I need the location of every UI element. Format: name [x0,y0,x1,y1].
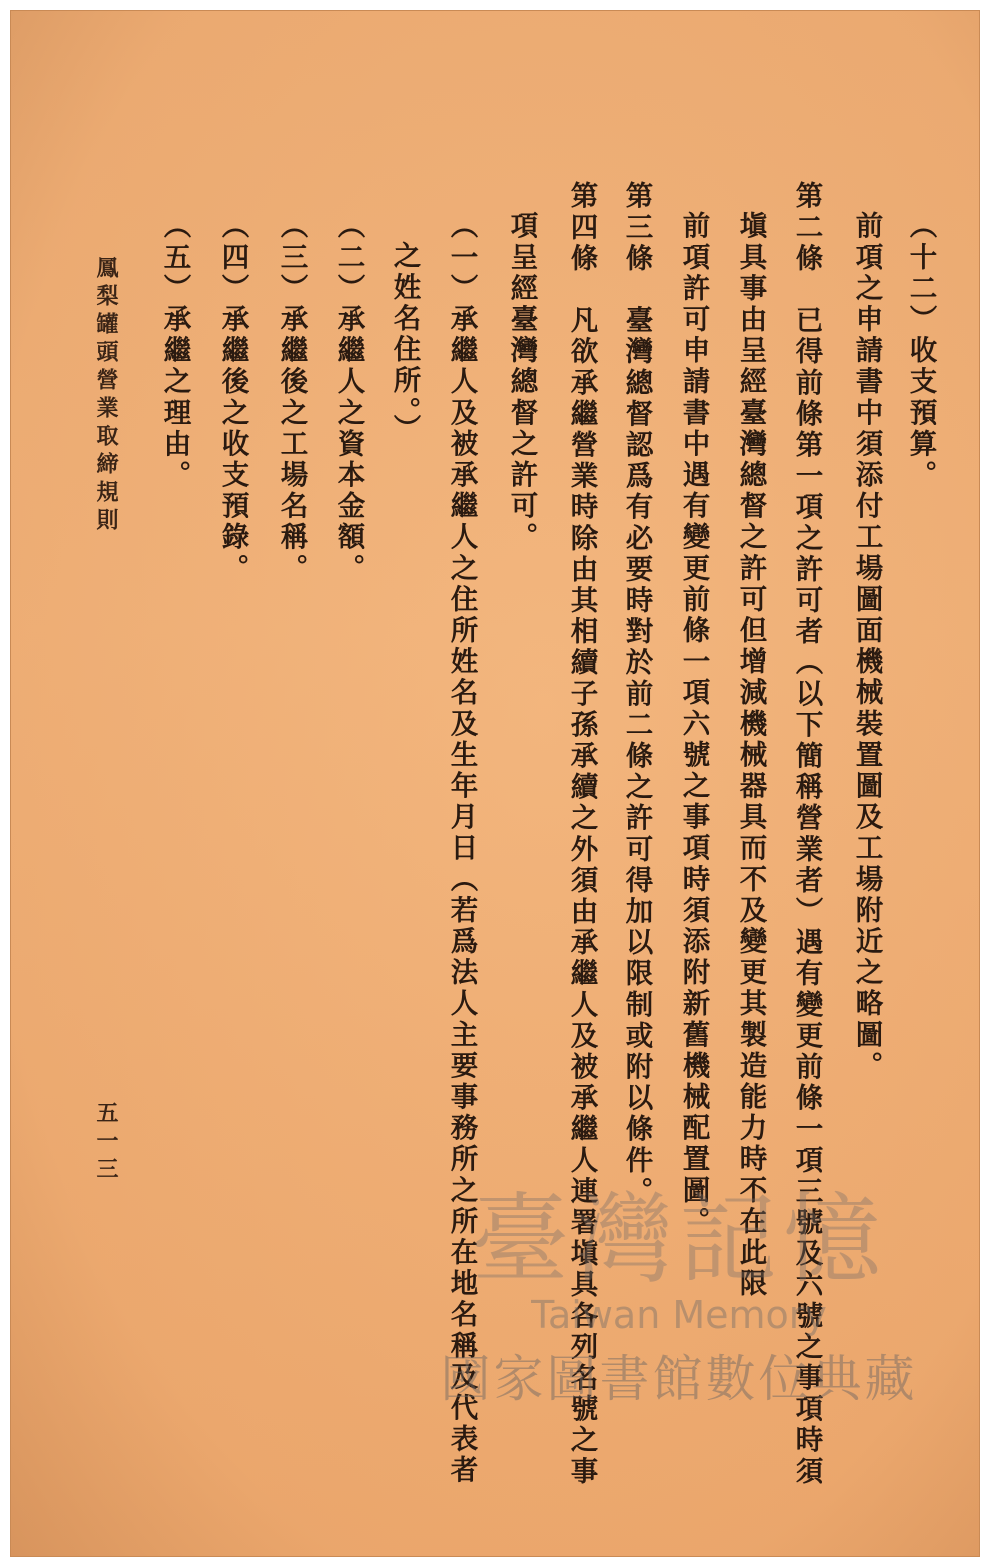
text-column-2: 前項之申請書中須添付工場圖面機械裝置圖及工場附近之略圖。 [850,211,883,1082]
footer-title: 鳳梨罐頭營業取締規則 [93,256,119,536]
watermark-calligraphy: 臺灣記憶 [470,1183,887,1297]
text-column-7: 第四條 凡欲承繼營業時除由其相續子孫承續之外須由承繼人及被承繼人連署塡具各列名號之事 [565,181,598,1488]
page-number: 五一三 [93,1101,119,1185]
text-column-12: （三）承繼後之工場名稱。 [275,211,308,585]
text-column-9: （一）承繼人及被承繼人之住所姓名及生年月日（若爲法人主要事務所之所在地名稱及代表者 [445,211,478,1487]
text-column-10: 之姓名住所。） [388,241,421,445]
text-column-3: 第二條 已得前條第一項之許可者（以下簡稱營業者）遇有變更前條一項三號及六號之事項時須 [790,181,823,1488]
watermark-chinese: 國家圖書館數位典藏 [440,1350,918,1408]
document-page [10,10,980,1557]
text-column-11: （二）承繼人之資本金額。 [332,211,365,585]
watermark-english: Taiwan Memory [531,1293,827,1337]
text-column-13: （四）承繼後之收支預錄。 [216,211,249,585]
text-column-8: 項呈經臺灣總督之許可。 [505,211,538,554]
watermark [429,1183,929,1431]
text-column-5: 前項許可申請書中遇有變更前條一項六號之事項時須添附新舊機械配置圖。 [677,211,710,1238]
text-column-14: （五）承繼之理由。 [158,211,191,491]
text-column-4: 塡具事由呈經臺灣總督之許可但增減機械器具而不及變更其製造能力時不在此限 [734,211,767,1300]
text-column-6: 第三條 臺灣總督認爲有必要時對於前二條之許可得加以限制或附以條件。 [620,181,653,1208]
text-column-1: （十二）收支預算。 [904,211,937,491]
